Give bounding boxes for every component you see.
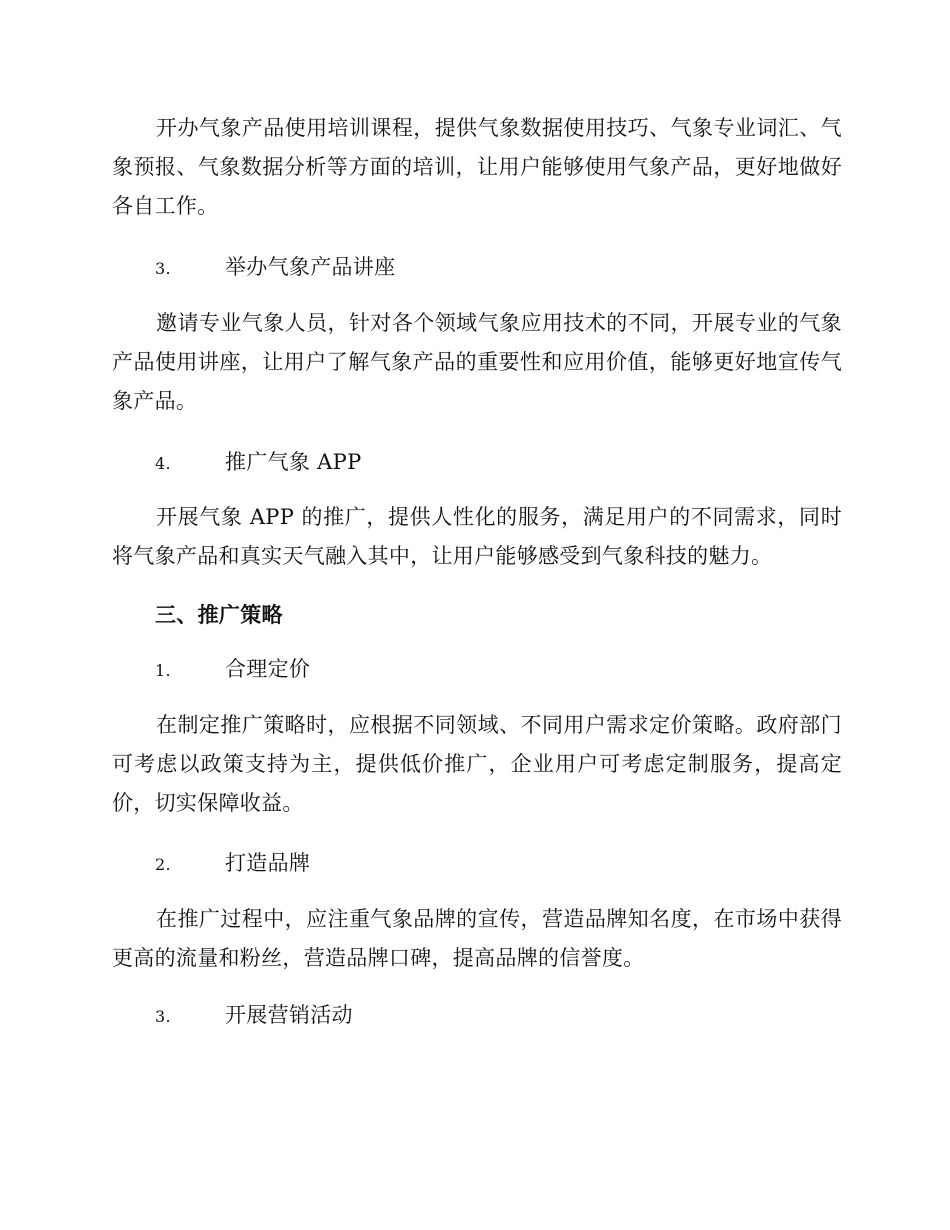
list-number: 2. <box>155 855 171 874</box>
paragraph-app-promotion: 开展气象 APP 的推广，提供人性化的服务，满足用户的不同需求，同时将气象产品和真实天气融入其中，让用户能够感受到气象科技的魅力。 <box>112 505 842 568</box>
list-title: 举办气象产品讲座 <box>225 255 396 279</box>
list-number: 3. <box>155 1007 171 1026</box>
paragraph-pricing: 在制定推广策略时，应根据不同领域、不同用户需求定价策略。政府部门可考虑以政策支持为主，提供低价推广，企业用户可考虑定制服务，提高定价，切实保障收益。 <box>112 713 842 815</box>
list-title: 打造品牌 <box>225 851 311 875</box>
list-item-marketing <box>155 996 755 1036</box>
list-number: 4. <box>155 454 171 473</box>
section-heading-strategy: 三、推广策略 <box>155 602 283 627</box>
list-item-app-promotion <box>155 443 755 483</box>
list-number: 1. <box>155 661 171 680</box>
list-title: 合理定价 <box>225 657 311 681</box>
list-title: 开展营销活动 <box>225 1003 353 1027</box>
list-number: 3. <box>155 259 171 278</box>
list-item-branding <box>155 844 755 884</box>
list-item-lectures <box>155 248 755 288</box>
paragraph-lectures: 邀请专业气象人员，针对各个领域气象应用技术的不同，开展专业的气象产品使用讲座，让用户了解气象产品的重要性和应用价值，能够更好地宣传气象产品。 <box>112 311 842 413</box>
list-title: 推广气象 APP <box>225 450 362 474</box>
list-item-pricing <box>155 650 755 690</box>
paragraph-branding: 在推广过程中，应注重气象品牌的宣传，营造品牌知名度，在市场中获得更高的流量和粉丝，营造品牌口碑，提高品牌的信誉度。 <box>112 907 842 970</box>
paragraph-training-courses: 开办气象产品使用培训课程，提供气象数据使用技巧、气象专业词汇、气象预报、气象数据分析等方面的培训，让用户能够使用气象产品，更好地做好各自工作。 <box>112 116 842 218</box>
